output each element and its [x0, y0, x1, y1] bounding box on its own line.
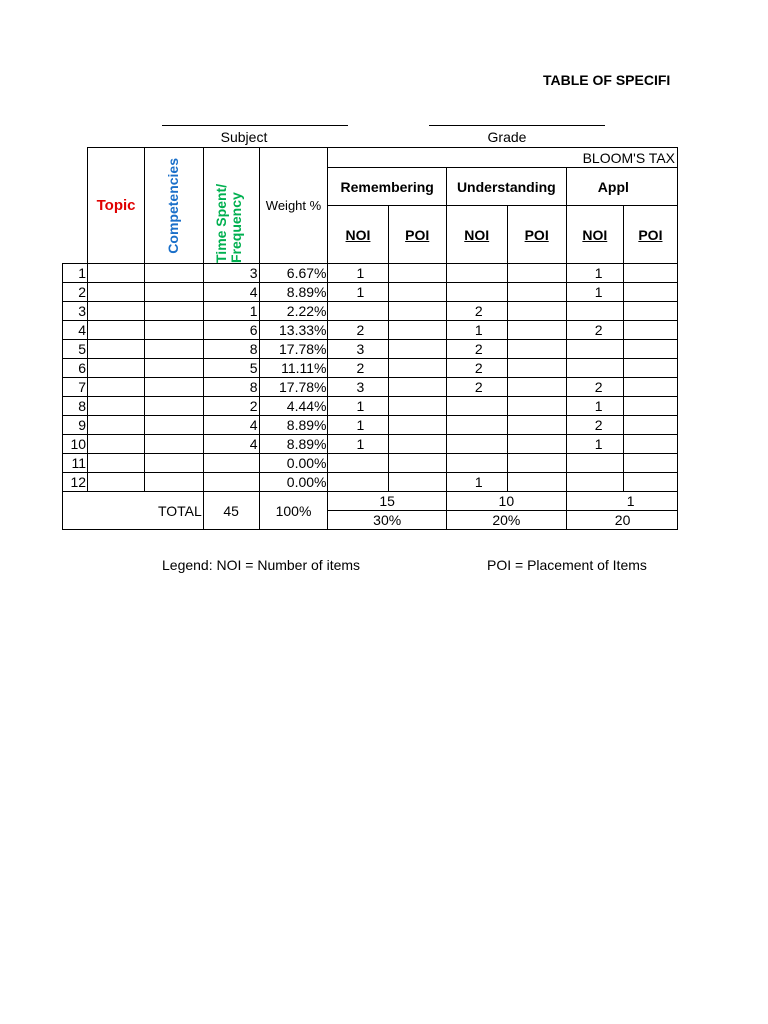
competencies-cell: [145, 359, 204, 378]
competencies-cell: [145, 435, 204, 454]
applying-noi-cell: [566, 340, 623, 359]
applying-poi-header: POI: [623, 206, 677, 264]
applying-poi-cell: [623, 321, 677, 340]
competencies-cell: [145, 283, 204, 302]
understanding-noi-cell: 2: [446, 340, 507, 359]
weight-cell: 11.11%: [259, 359, 328, 378]
topic-cell: [88, 283, 145, 302]
applying-poi-cell: [623, 454, 677, 473]
competencies-cell: [145, 473, 204, 492]
table-row: [63, 378, 678, 397]
weight-cell: 8.89%: [259, 283, 328, 302]
row-number: 9: [63, 416, 88, 435]
total-time: 45: [203, 492, 259, 530]
applying-header: Appl: [566, 168, 677, 206]
remembering-poi-cell: [388, 454, 446, 473]
understanding-poi-cell: [507, 454, 566, 473]
weight-cell: 2.22%: [259, 302, 328, 321]
topic-header: Topic: [88, 148, 145, 264]
applying-poi-cell: [623, 416, 677, 435]
remembering-noi-cell: 3: [328, 340, 388, 359]
applying-poi-cell: [623, 473, 677, 492]
understanding-total-percent: 20%: [446, 511, 566, 530]
applying-total-count: 1: [566, 492, 677, 511]
topic-cell: [88, 359, 145, 378]
applying-poi-cell: [623, 302, 677, 321]
remembering-noi-cell: [328, 454, 388, 473]
remembering-noi-cell: [328, 302, 388, 321]
legend-noi: Legend: NOI = Number of items: [162, 557, 361, 573]
remembering-noi-cell: 3: [328, 378, 388, 397]
weight-cell: 0.00%: [259, 473, 328, 492]
applying-poi-cell: [623, 397, 677, 416]
remembering-noi-cell: 1: [328, 435, 388, 454]
competencies-cell: [145, 340, 204, 359]
table-row: [63, 321, 678, 340]
applying-total-percent: 20: [566, 511, 677, 530]
applying-poi-cell: [623, 378, 677, 397]
table-row: [63, 283, 678, 302]
competencies-cell: [145, 416, 204, 435]
time-spent-cell: 2: [203, 397, 259, 416]
remembering-header: Remembering: [328, 168, 446, 206]
table-row: [63, 435, 678, 454]
understanding-noi-cell: [446, 416, 507, 435]
understanding-poi-cell: [507, 340, 566, 359]
topic-cell: [88, 435, 145, 454]
understanding-poi-cell: [507, 359, 566, 378]
remembering-noi-cell: 1: [328, 397, 388, 416]
understanding-poi-cell: [507, 283, 566, 302]
weight-cell: 17.78%: [259, 378, 328, 397]
understanding-header: Understanding: [446, 168, 566, 206]
total-blank: [63, 492, 145, 530]
applying-poi-cell: [623, 435, 677, 454]
remembering-poi-cell: [388, 378, 446, 397]
understanding-total-count: 10: [446, 492, 566, 511]
table-row: [63, 264, 678, 283]
remembering-noi-cell: 1: [328, 416, 388, 435]
remembering-poi-cell: [388, 435, 446, 454]
time-spent-cell: 3: [203, 264, 259, 283]
topic-cell: [88, 302, 145, 321]
understanding-poi-cell: [507, 302, 566, 321]
weight-cell: 8.89%: [259, 435, 328, 454]
applying-poi-cell: [623, 283, 677, 302]
row-number: 5: [63, 340, 88, 359]
blooms-taxonomy-header: BLOOM'S TAX: [328, 148, 678, 168]
competencies-header-text: Competencies: [165, 157, 182, 254]
remembering-total-count: 15: [328, 492, 446, 511]
weight-cell: 8.89%: [259, 416, 328, 435]
applying-noi-cell: [566, 473, 623, 492]
time-spent-cell: 4: [203, 283, 259, 302]
grade-label: Grade: [487, 129, 527, 145]
legend-poi: POI = Placement of Items: [487, 557, 647, 573]
table-of-specification: [62, 147, 678, 530]
remembering-noi-cell: 2: [328, 359, 388, 378]
subject-label: Subject: [220, 129, 268, 145]
understanding-poi-cell: [507, 378, 566, 397]
understanding-noi-cell: [446, 435, 507, 454]
time-spent-cell: 4: [203, 435, 259, 454]
table-row: [63, 359, 678, 378]
remembering-noi-header: NOI: [328, 206, 388, 264]
topic-cell: [88, 473, 145, 492]
understanding-noi-cell: 1: [446, 321, 507, 340]
understanding-noi-cell: 2: [446, 302, 507, 321]
row-number: 11: [63, 454, 88, 473]
competencies-cell: [145, 321, 204, 340]
table-row: [63, 302, 678, 321]
understanding-noi-cell: [446, 283, 507, 302]
table-row: [63, 416, 678, 435]
applying-noi-header: NOI: [566, 206, 623, 264]
row-number: 6: [63, 359, 88, 378]
table-row: [63, 340, 678, 359]
document-title: TABLE OF SPECIFI: [543, 72, 671, 88]
weight-header: Weight %: [259, 148, 328, 264]
remembering-poi-cell: [388, 397, 446, 416]
row-number: 7: [63, 378, 88, 397]
row-number: 12: [63, 473, 88, 492]
topic-cell: [88, 264, 145, 283]
remembering-poi-cell: [388, 264, 446, 283]
applying-noi-cell: [566, 359, 623, 378]
row-number: 10: [63, 435, 88, 454]
row-number: 4: [63, 321, 88, 340]
applying-noi-cell: 1: [566, 435, 623, 454]
applying-poi-cell: [623, 359, 677, 378]
understanding-poi-header: POI: [507, 206, 566, 264]
row-number: 1: [63, 264, 88, 283]
applying-noi-cell: 1: [566, 264, 623, 283]
time-spent-cell: 8: [203, 340, 259, 359]
remembering-poi-cell: [388, 321, 446, 340]
competencies-cell: [145, 378, 204, 397]
understanding-poi-cell: [507, 264, 566, 283]
row-number: 2: [63, 283, 88, 302]
table-row: [63, 397, 678, 416]
topic-cell: [88, 321, 145, 340]
remembering-noi-cell: 1: [328, 264, 388, 283]
row-number: 8: [63, 397, 88, 416]
applying-noi-cell: [566, 454, 623, 473]
topic-cell: [88, 378, 145, 397]
applying-noi-cell: [566, 302, 623, 321]
competencies-cell: [145, 397, 204, 416]
time-spent-cell: 8: [203, 378, 259, 397]
understanding-noi-cell: 2: [446, 378, 507, 397]
remembering-noi-cell: [328, 473, 388, 492]
understanding-noi-cell: 2: [446, 359, 507, 378]
applying-poi-cell: [623, 264, 677, 283]
corner-blank: [63, 148, 88, 264]
understanding-poi-cell: [507, 321, 566, 340]
time-spent-cell: 1: [203, 302, 259, 321]
remembering-noi-cell: 1: [328, 283, 388, 302]
weight-cell: 6.67%: [259, 264, 328, 283]
total-label: TOTAL: [145, 492, 204, 530]
applying-noi-cell: 2: [566, 416, 623, 435]
total-weight: 100%: [259, 492, 328, 530]
understanding-noi-header: NOI: [446, 206, 507, 264]
applying-noi-cell: 2: [566, 378, 623, 397]
weight-cell: 4.44%: [259, 397, 328, 416]
understanding-noi-cell: [446, 264, 507, 283]
weight-cell: 13.33%: [259, 321, 328, 340]
remembering-noi-cell: 2: [328, 321, 388, 340]
understanding-poi-cell: [507, 416, 566, 435]
applying-noi-cell: 1: [566, 397, 623, 416]
understanding-poi-cell: [507, 397, 566, 416]
table-body: [63, 264, 678, 492]
remembering-poi-cell: [388, 340, 446, 359]
competencies-cell: [145, 302, 204, 321]
remembering-total-percent: 30%: [328, 511, 446, 530]
weight-cell: 17.78%: [259, 340, 328, 359]
competencies-header: [145, 148, 204, 264]
remembering-poi-header: POI: [388, 206, 446, 264]
time-spent-header-text: Time Spent/ Frequency: [213, 183, 245, 263]
understanding-poi-cell: [507, 473, 566, 492]
remembering-poi-cell: [388, 473, 446, 492]
topic-cell: [88, 397, 145, 416]
understanding-noi-cell: [446, 454, 507, 473]
applying-noi-cell: 2: [566, 321, 623, 340]
topic-cell: [88, 416, 145, 435]
remembering-poi-cell: [388, 283, 446, 302]
competencies-cell: [145, 454, 204, 473]
weight-cell: 0.00%: [259, 454, 328, 473]
topic-cell: [88, 454, 145, 473]
understanding-poi-cell: [507, 435, 566, 454]
time-spent-cell: [203, 454, 259, 473]
subject-underline: [162, 125, 348, 126]
understanding-noi-cell: [446, 397, 507, 416]
understanding-noi-cell: 1: [446, 473, 507, 492]
time-spent-cell: 4: [203, 416, 259, 435]
row-number: 3: [63, 302, 88, 321]
remembering-poi-cell: [388, 359, 446, 378]
applying-noi-cell: 1: [566, 283, 623, 302]
time-spent-cell: 6: [203, 321, 259, 340]
remembering-poi-cell: [388, 302, 446, 321]
grade-underline: [429, 125, 605, 126]
time-spent-header: [203, 148, 259, 264]
applying-poi-cell: [623, 340, 677, 359]
time-spent-cell: 5: [203, 359, 259, 378]
topic-cell: [88, 340, 145, 359]
competencies-cell: [145, 264, 204, 283]
remembering-poi-cell: [388, 416, 446, 435]
table-row: [63, 473, 678, 492]
table-row: [63, 454, 678, 473]
time-spent-cell: [203, 473, 259, 492]
